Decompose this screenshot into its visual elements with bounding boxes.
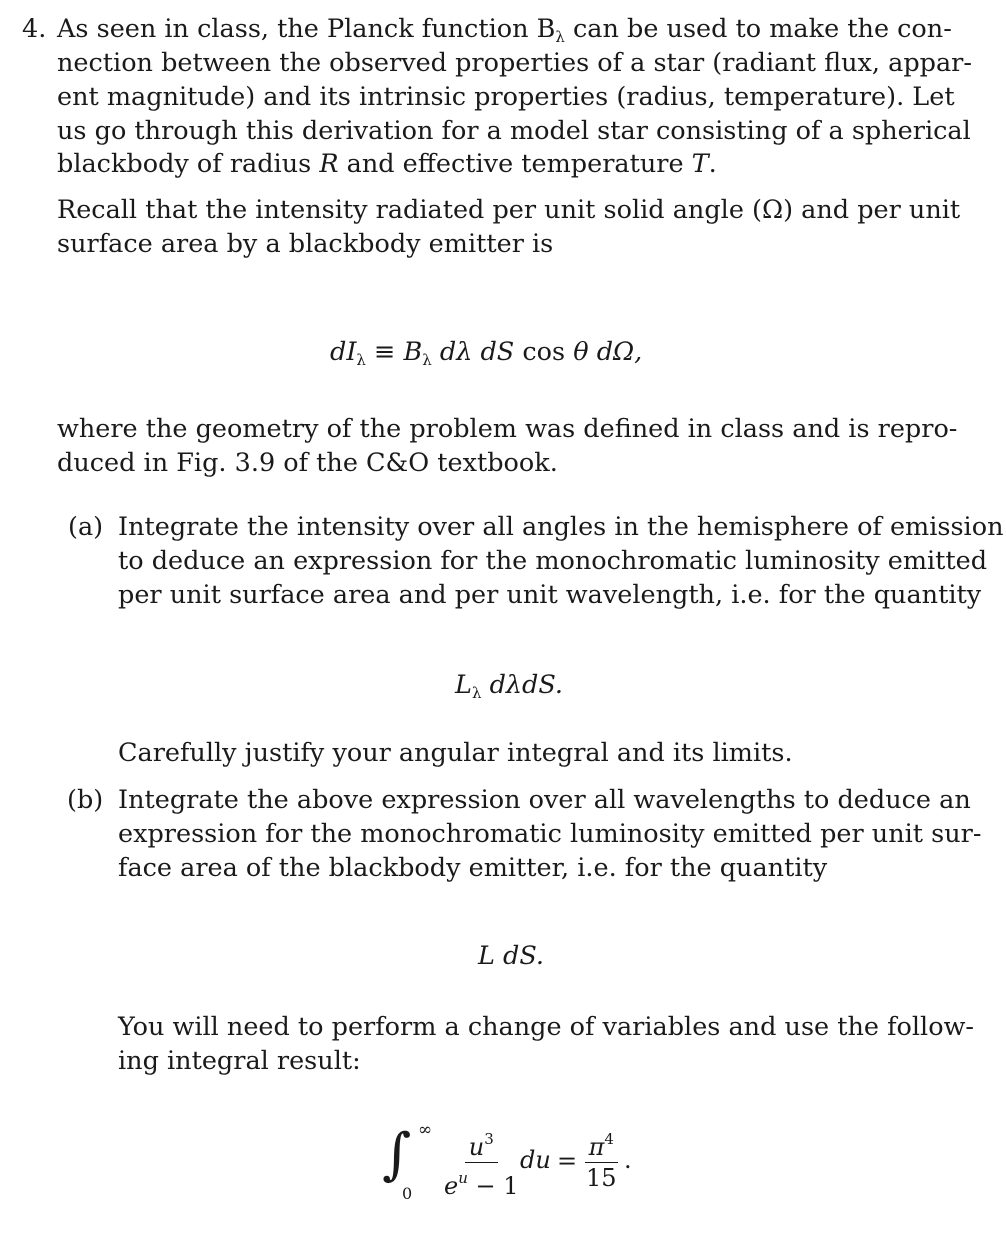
intro-line-2: nection between the observed properties of a star (radiant flux, appar- [57,48,972,78]
part-b-line-1: Integrate the above expression over all wavelengths to deduce an [118,785,971,815]
recall-line-2: surface area by a blackbody emitter is [57,229,554,259]
part-a-line-3: per unit surface area and per unit wavelength, i.e. for the quantity [118,580,982,610]
intro-line-4: us go through this derivation for a model star consisting of a spherical [57,116,971,146]
integral-equation [380,1118,640,1208]
part-a-label: (a) [68,512,104,542]
integrand-fraction: $\frac{u^3}{e^u - 1}$ [440,1126,523,1199]
where-line-2: duced in Fig. 3.9 of the C&O textbook. [57,448,558,478]
part-a-line-1: Integrate the intensity over all angles in the hemisphere of emission [118,512,1004,542]
recall-line-1: Recall that the intensity radiated per unit solid angle (Ω) and per unit [57,195,961,225]
part-b-line-3: face area of the blackbody emitter, i.e. for the quantity [118,853,828,883]
equals-sign: = [557,1147,578,1175]
integral-sign: ∫ [382,1122,412,1187]
intro-line-3: ent magnitude) and its intrinsic properties (radius, temperature). Let [57,82,955,112]
lambda-subscript: λ [555,28,565,46]
intro-line-5: blackbody of radius R and effective temperature T. [57,149,717,179]
problem-number: 4. [22,14,47,44]
part-b-line-2: expression for the monochromatic luminosity emitted per unit sur- [118,819,982,849]
part-a-line-2: to deduce an expression for the monochromatic luminosity emitted [118,546,988,576]
equation-intensity: $dI_\lambda \equiv B_\lambda$ dλ dS cos θ dΩ, [330,337,643,369]
integral-period: . [624,1146,632,1174]
equation-L-dS: L dS. [478,941,545,971]
part-b-label: (b) [67,785,104,815]
change-line-1: You will need to perform a change of variables and use the follow- [118,1012,975,1042]
part-a-justify: Carefully justify your angular integral and its limits. [118,738,793,768]
intro-line-1: As seen in class, the Planck function $B_\lambda$ can be used to make the con- [57,14,952,46]
integral-upper-limit: ∞ [418,1120,433,1140]
where-line-1: where the geometry of the problem was defined in class and is repro- [57,414,958,444]
rhs-fraction: $\frac{\pi^4}{15}$ [582,1126,621,1191]
change-line-2: ing integral result: [118,1046,361,1076]
differential-du: du [520,1146,551,1174]
equation-L-lambda: $L_\lambda$ dλdS. [455,670,564,702]
integral-lower-limit: 0 [402,1184,413,1203]
